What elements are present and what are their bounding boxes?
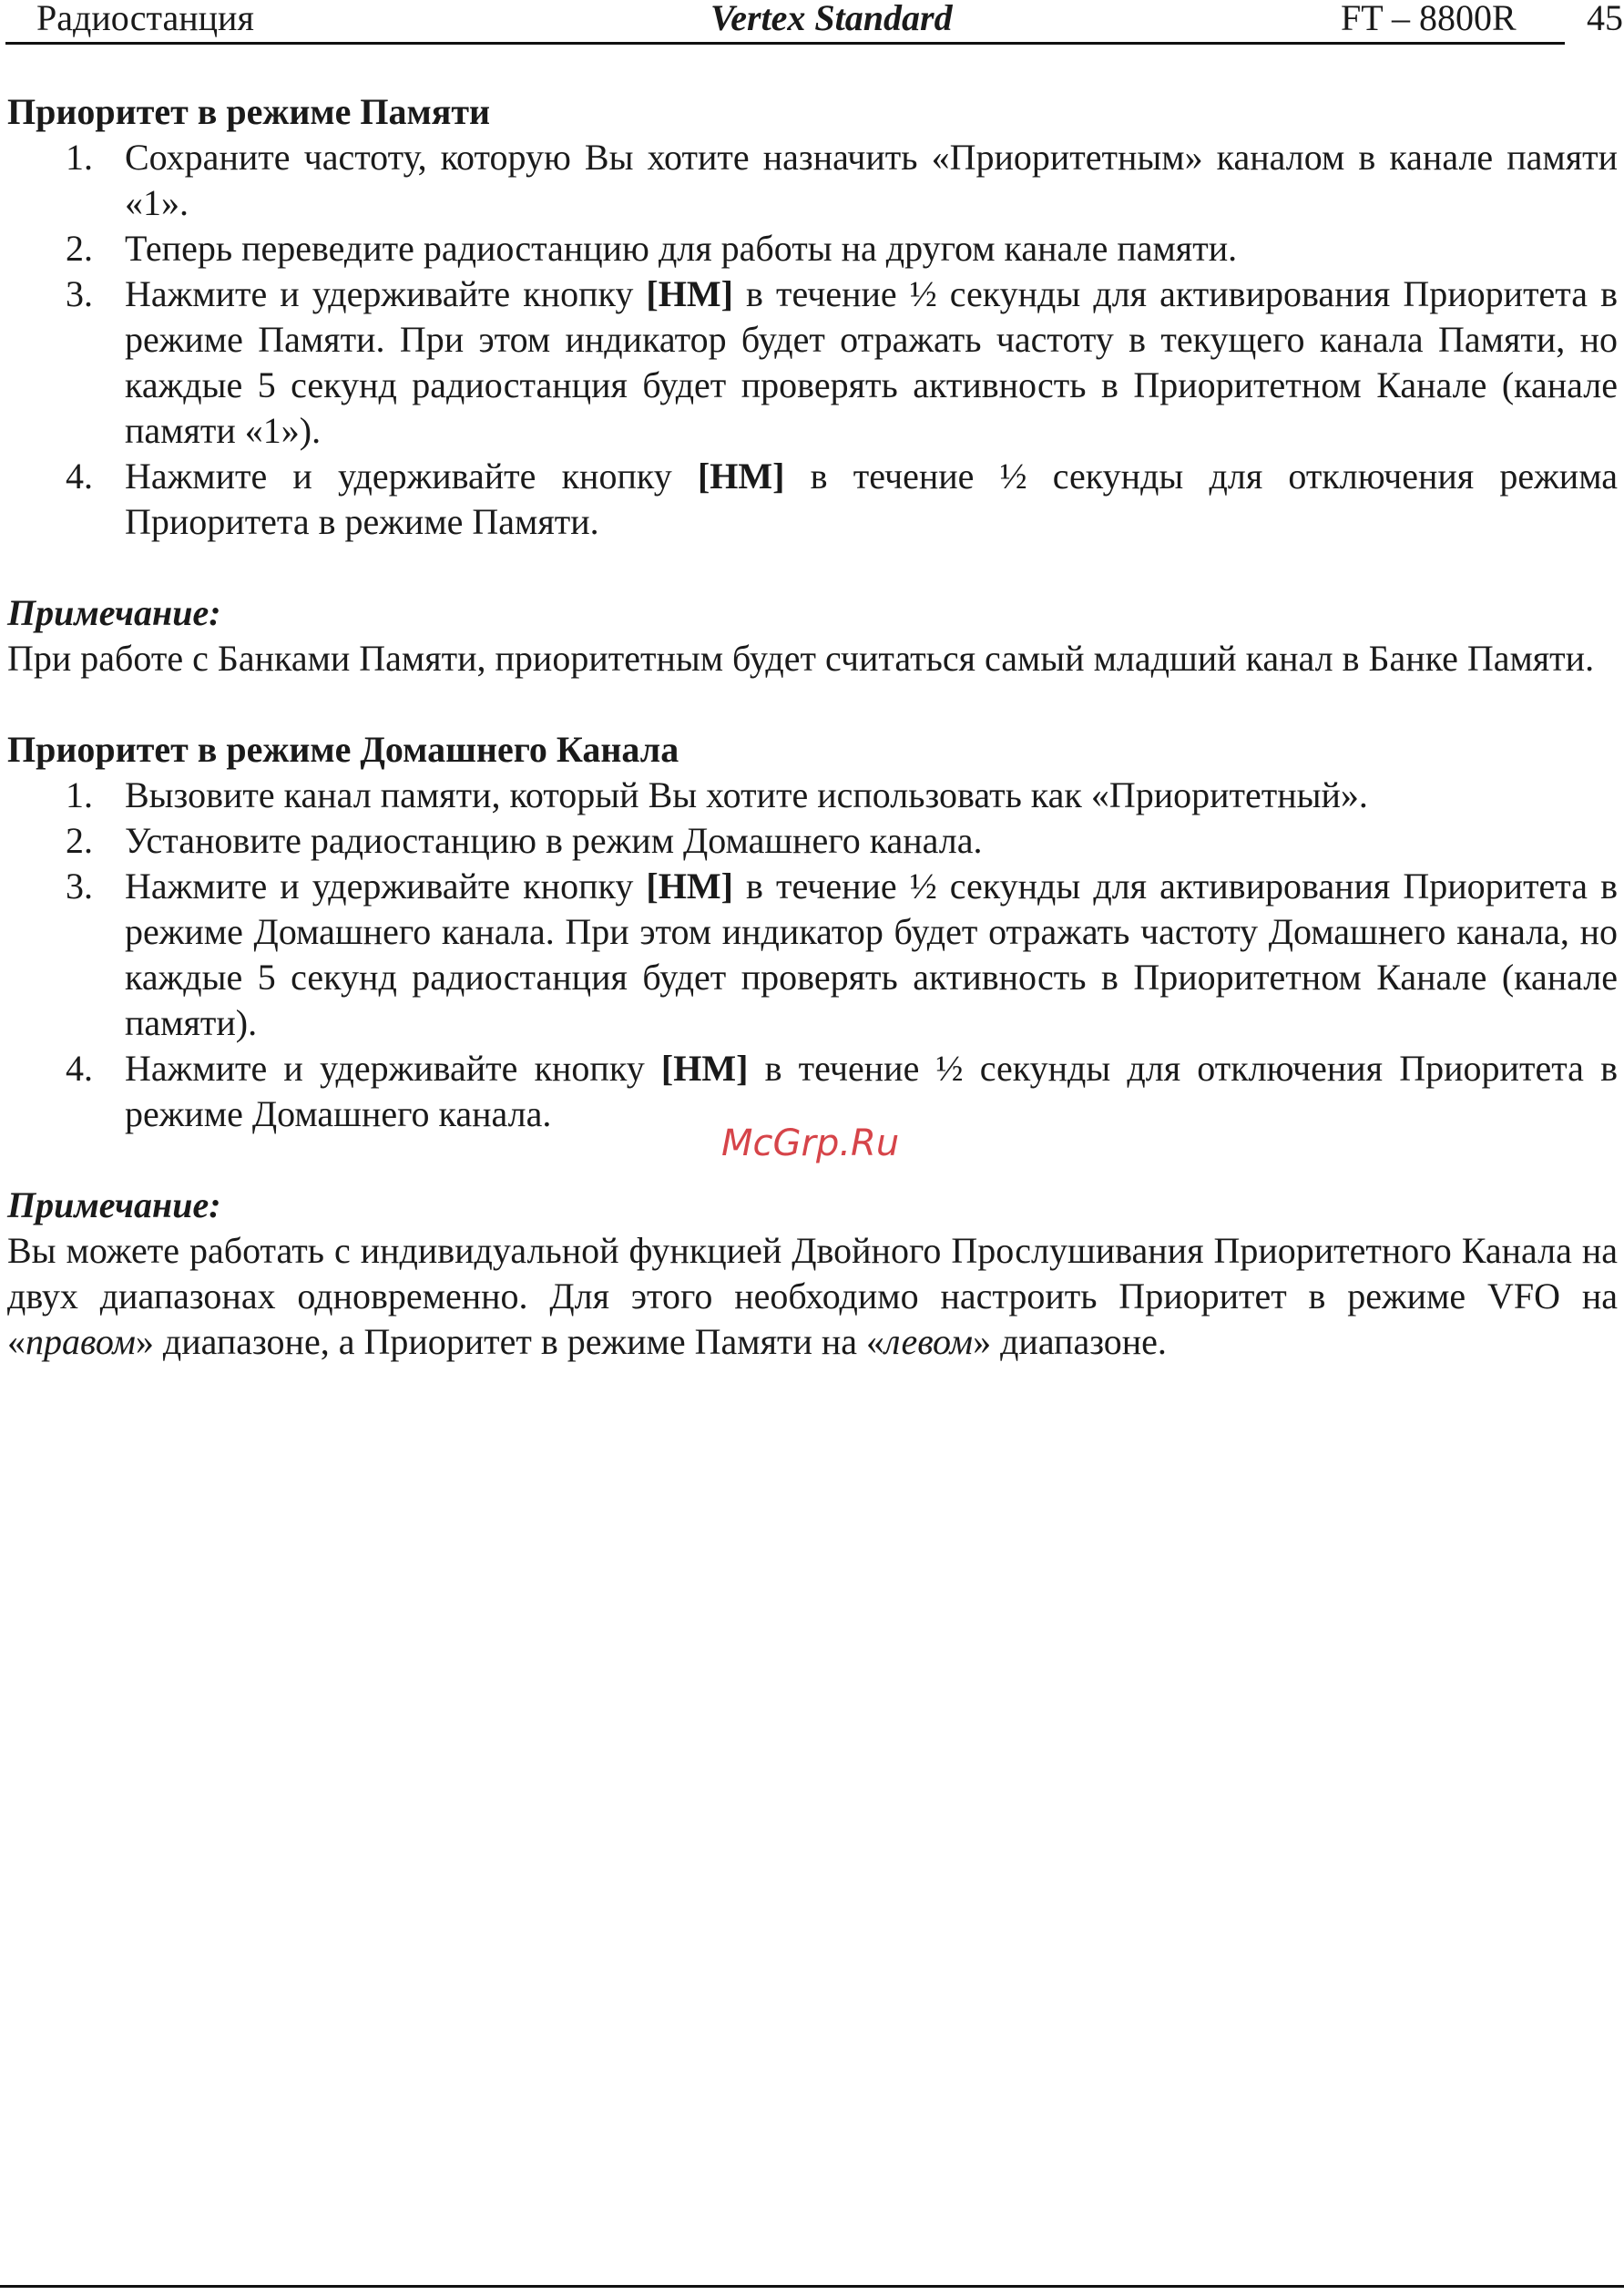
watermark: McGrp.Ru	[721, 1122, 900, 1164]
text-run: в течение ½ секунды для отключения Приоритета в режиме Домашнего канала.	[125, 1048, 1618, 1134]
list-number: 2.	[66, 228, 93, 269]
note-text	[7, 1228, 1618, 1365]
list-item	[7, 773, 1618, 818]
footer-rule	[0, 2285, 1624, 2288]
text-run: Нажмите и удерживайте кнопку	[125, 866, 647, 907]
text-run: Нажмите и удерживайте кнопку	[125, 1048, 661, 1089]
text-run: Установите радиостанцию в режим Домашнего канала.	[125, 820, 983, 861]
text-run: Вызовите канал памяти, который Вы хотите использовать как «Приоритетный».	[125, 774, 1368, 815]
note-text: При работе с Банками Памяти, приоритетным будет считаться самый младший канал в Банке Памяти.	[7, 638, 1595, 679]
list-number: 4.	[66, 1048, 93, 1089]
header-left-text: Радиостанция	[36, 0, 254, 38]
text-run: Нажмите и удерживайте кнопку	[125, 456, 698, 497]
text-run: в течение ½ секунды для активирования Приоритета в режиме Домашнего канала. При этом индикатор будет отражать частоту Домашнего канала, но каждые 5 секунд радиостанция будет проверять активность в Приоритетном Канале (канале памяти).	[125, 866, 1618, 1043]
list-item	[7, 818, 1618, 864]
steps-list	[7, 773, 1618, 1137]
note-title: Примечание:	[7, 1184, 221, 1225]
list-item	[7, 454, 1618, 545]
emphasis-text: левом	[884, 1321, 974, 1362]
list-number: 3.	[66, 273, 93, 314]
list-number: 3.	[66, 866, 93, 907]
text-run: Нажмите и удерживайте кнопку	[125, 273, 647, 314]
text-run: Теперь переведите радиостанцию для работы на другом канале памяти.	[125, 228, 1238, 269]
text-run: » диапазоне, а Приоритет в режиме Памяти на «	[135, 1321, 885, 1362]
text-run: » диапазоне.	[973, 1321, 1167, 1362]
emphasis-text: правом	[26, 1321, 136, 1362]
list-number: 2.	[66, 820, 93, 861]
text-run: в течение ½ секунды для активирования Приоритета в режиме Памяти. При этом индикатор будет отражать частоту в текущего канала Памяти, но каждые 5 секунд радиостанция будет проверять активность в Приоритетном Канале (канале памяти «1»).	[125, 273, 1618, 451]
section-title: Приоритет в режиме Домашнего Канала	[7, 729, 679, 770]
page-number: 45	[1587, 0, 1623, 38]
button-label: [HM]	[697, 456, 785, 497]
header-brand: Vertex Standard	[710, 0, 953, 38]
text-run: Сохраните частоту, которую Вы хотите назначить «Приоритетным» каналом в канале памяти «1».	[125, 137, 1618, 223]
list-item	[7, 226, 1618, 272]
list-number: 1.	[66, 774, 93, 815]
button-label: [HM]	[646, 273, 733, 314]
text-run: в течение ½ секунды для отключения режима Приоритета в режиме Памяти.	[125, 456, 1618, 542]
note-title: Примечание:	[7, 592, 221, 633]
header-model: FT – 8800R	[1341, 0, 1517, 38]
list-item	[7, 864, 1618, 1046]
text-run: Вы можете работать с индивидуальной функцией Двойного Прослушивания Приоритетного Канала на двух диапазонах одновременно. Для этого необходимо настроить Приоритет в режиме VFO на «	[7, 1230, 1618, 1362]
list-item	[7, 135, 1618, 226]
steps-list	[7, 135, 1618, 545]
page-header	[5, 0, 1623, 45]
list-number: 1.	[66, 137, 93, 178]
section-title: Приоритет в режиме Памяти	[7, 91, 491, 132]
list-item	[7, 272, 1618, 454]
page-content	[7, 89, 1618, 1365]
list-number: 4.	[66, 456, 93, 497]
button-label: [HM]	[660, 1048, 749, 1089]
button-label: [HM]	[646, 866, 733, 907]
